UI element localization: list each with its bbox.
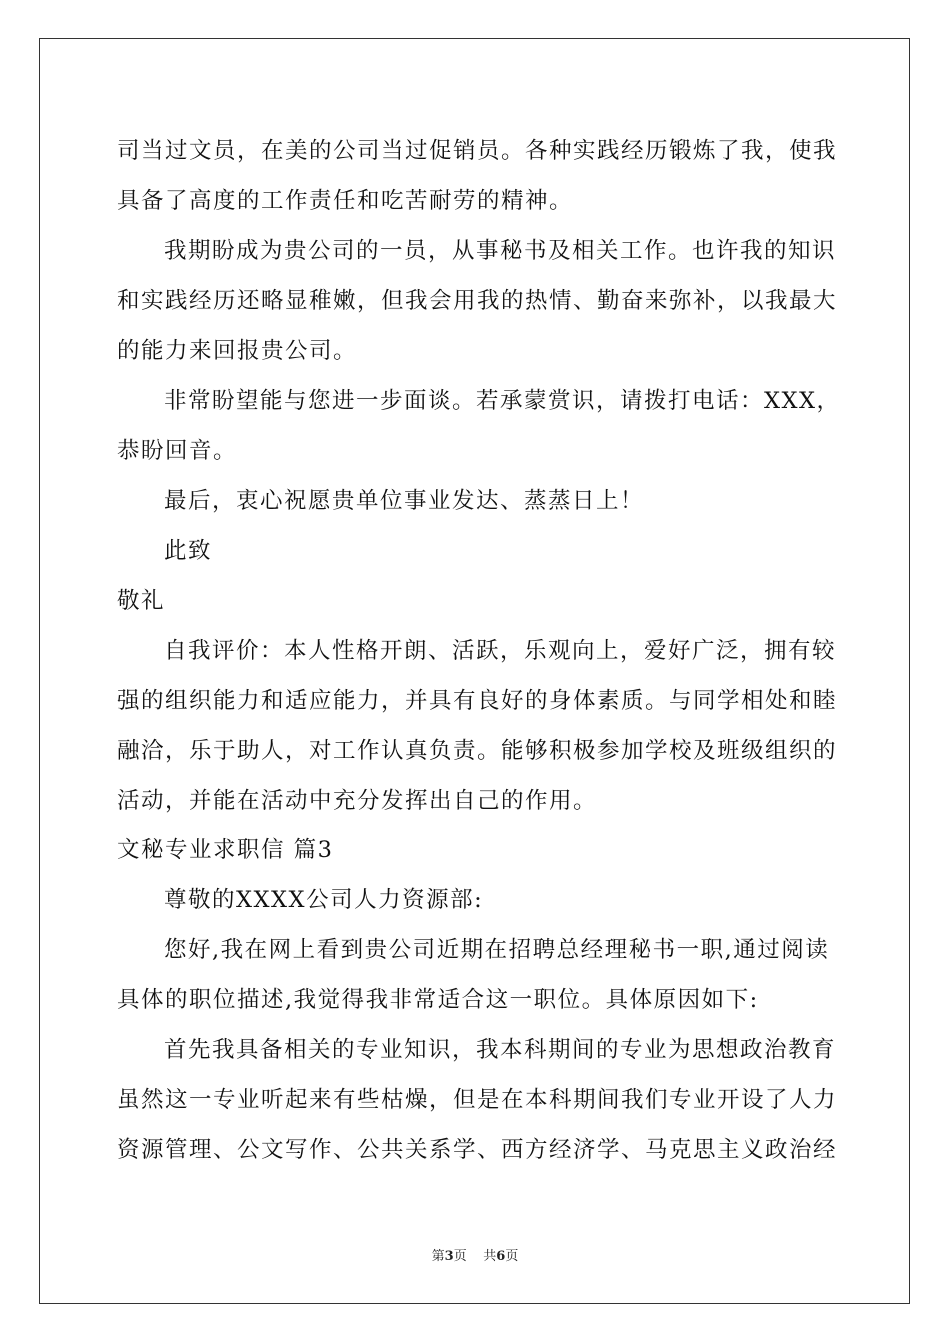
body-line-20: 虽然这一专业听起来有些枯燥，但是在本科期间我们专业开设了人力 — [117, 1087, 838, 1113]
body-line-4: 和实践经历还略显稚嫩，但我会用我的热情、勤奋来弥补，以我最大 — [117, 288, 838, 314]
body-line-13: 融洽，乐于助人，对工作认真负责。能够积极参加学校及班级组织的 — [117, 738, 838, 764]
page-total-number: 6 — [496, 1249, 506, 1264]
total-prefix: 共 — [483, 1249, 497, 1264]
body-line-6: 非常盼望能与您进一步面谈。若承蒙赏识，请拨打电话：XXX， — [164, 388, 841, 414]
page-footer — [0, 1248, 950, 1266]
body-line-5: 的能力来回报贵公司。 — [117, 338, 358, 364]
closing-salutation: 此致 — [164, 538, 213, 564]
body-line-2: 具备了高度的工作责任和吃苦耐劳的精神。 — [117, 188, 574, 214]
body-line-8: 最后，衷心祝愿贵单位事业发达、蒸蒸日上！ — [164, 488, 645, 514]
body-line-17: 您好,我在网上看到贵公司近期在招聘总经理秘书一职,通过阅读 — [164, 937, 830, 963]
closing-regards: 敬礼 — [117, 588, 166, 614]
body-line-3: 我期盼成为贵公司的一员，从事秘书及相关工作。也许我的知识 — [164, 238, 837, 264]
body-line-14: 活动，并能在活动中充分发挥出自己的作用。 — [117, 788, 598, 814]
total-suffix: 页 — [505, 1249, 519, 1264]
body-line-19: 首先我具备相关的专业知识，我本科期间的专业为思想政治教育 — [164, 1037, 837, 1063]
body-line-1: 司当过文员，在美的公司当过促销员。各种实践经历锻炼了我，使我 — [117, 138, 838, 164]
letter-greeting: 尊敬的XXXX公司人力资源部: — [164, 887, 484, 913]
body-line-7: 恭盼回音。 — [117, 438, 238, 464]
page-current-number: 3 — [444, 1249, 454, 1264]
body-line-21: 资源管理、公文写作、公共关系学、西方经济学、马克思主义政治经 — [117, 1137, 838, 1163]
page-suffix: 页 — [453, 1249, 467, 1264]
body-line-12: 强的组织能力和适应能力，并具有良好的身体素质。与同学相处和睦 — [117, 688, 838, 714]
page-prefix: 第 — [431, 1249, 445, 1264]
body-line-11: 自我评价：本人性格开朗、活跃，乐观向上，爱好广泛，拥有较 — [164, 638, 837, 664]
section-heading: 文秘专业求职信 篇3 — [117, 837, 334, 863]
body-line-18: 具体的职位描述,我觉得我非常适合这一职位。具体原因如下: — [117, 987, 759, 1013]
